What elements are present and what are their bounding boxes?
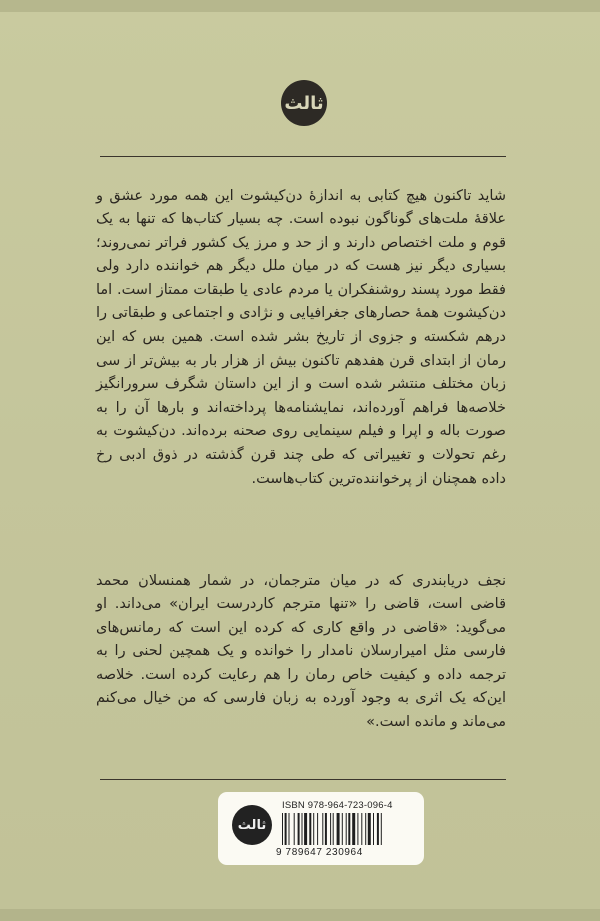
barcode-publisher-logo — [232, 805, 272, 845]
bottom-divider — [100, 779, 506, 780]
publisher-logo — [281, 80, 327, 126]
blurb-paragraph-2: نجف دریابندری که در میان مترجمان، در شمار همنسلان محمد قاضی است، قاضی را «تنها مترجم کاردرست ایران» می‌داند. او می‌گوید: «قاضی در واقع کاری که کرده این است که رمانس‌های فارسی مثل امیرارسلان نامدار را خوانده و یک همچین لحنی را به ترجمه داده و کیفیت خاص رمان را هم رعایت کرده است. خلاصه این‌که یک اثری به وجود آورده به زبان فارسی که من خیال می‌کنم می‌ماند و مانده است.» — [96, 572, 506, 731]
barcode-panel — [218, 792, 424, 865]
isbn-label: ISBN 978-964-723-096-4 — [282, 800, 393, 811]
cover-bottom-edge — [0, 909, 600, 921]
cover-top-edge — [0, 0, 600, 12]
barcode-logo-text: ثالث — [237, 817, 267, 833]
publisher-logo-text: ثالث — [284, 92, 324, 114]
blurb-paragraph-1: شاید تاکنون هیچ کتابی به اندازهٔ دن‌کیشوت این همه مورد عشق و علاقهٔ ملت‌های گوناگون نبوده است. چه بسیار کتاب‌ها که تنها به یک قوم و ملت اختصاص دارند و از حد و مرز یک کشور فراتر نمی‌روند؛ بسیاری دیگر نیز هست که در میان ملل دیگر هم خواننده دارد ولی فقط مورد پسند روشنفکران یا مردم عادی یا طبقات ممتاز است. اما دن‌کیشوت همهٔ حصارهای جغرافیایی و نژادی و اجتماعی و طبقاتی را درهم شکسته و جزوی از تاریخ بشر شده است. همین بس که این رمان از ابتدای قرن هفدهم تاکنون بیش از هزار بار به بیش‌تر از سی زبان مختلف منتشر شده است و از این داستان شگرف سرورانگیز خلاصه‌ها فراهم آورده‌اند، نمایشنامه‌ها پرداخته‌اند و بارها آن را به صورت باله و اپرا و فیلم سینمایی روی صحنه برده‌اند. دن‌کیشوت به رغم تحولات و تغییراتی که طی چند قرن گذشته در ذوق ادبی رخ داده همچنان از پرخواننده‌ترین کتاب‌هاست. — [96, 187, 506, 487]
barcode-number: 9 789647 230964 — [276, 847, 363, 858]
top-divider — [100, 156, 506, 157]
barcode-bars-icon — [282, 813, 416, 845]
